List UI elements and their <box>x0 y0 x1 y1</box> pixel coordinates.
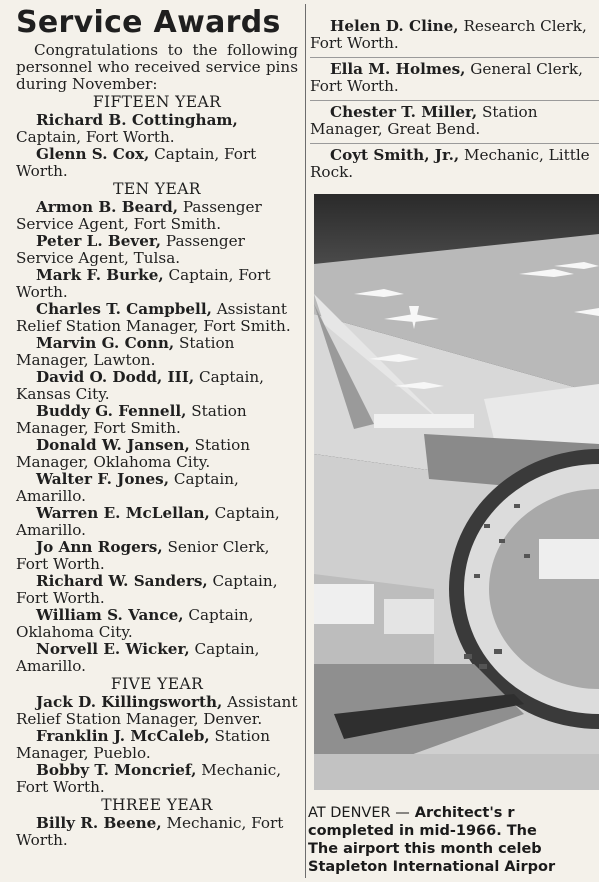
award-entry <box>16 641 298 675</box>
award-entry <box>310 104 599 137</box>
award-entry <box>16 199 298 233</box>
section-title: TEN YEAR <box>113 180 201 198</box>
recipient-name: Franklin J. McCaleb, <box>36 727 210 745</box>
recipient-detail: Mechanic, Fort Worth. <box>16 761 282 796</box>
award-entry <box>16 694 298 728</box>
recipient-detail: Captain, Amarillo. <box>16 470 239 505</box>
recipient-name: Mark F. Burke, <box>36 266 164 284</box>
recipient-name: Charles T. Campbell, <box>36 300 212 318</box>
recipient-name: Donald W. Jansen, <box>36 436 190 454</box>
award-entry <box>16 762 298 796</box>
award-entry <box>310 18 599 51</box>
continued-column <box>310 18 599 186</box>
airport-model-photo <box>314 194 599 790</box>
section-title: FIVE YEAR <box>110 675 204 693</box>
award-entry <box>16 728 298 762</box>
award-entry <box>16 607 298 641</box>
recipient-name: Norvell E. Wicker, <box>36 640 190 658</box>
caption-line-4: Stapleton International Airpor <box>308 859 556 875</box>
award-entry <box>16 505 298 539</box>
award-entry <box>16 112 298 146</box>
recipient-name: Glenn S. Cox, <box>36 145 150 163</box>
recipient-detail: Station Manager, Oklahoma City. <box>16 436 251 471</box>
award-entry <box>16 369 298 403</box>
article-intro: Congratulations to the following personnel who received service pins during November: <box>16 41 298 93</box>
recipient-name: Jack D. Killingsworth, <box>36 693 223 711</box>
recipient-detail: Captain, Oklahoma City. <box>16 606 254 641</box>
recipient-detail: Assistant Relief Station Manager, Fort Smith. <box>16 300 291 335</box>
section-title: THREE YEAR <box>101 796 213 814</box>
recipient-name: Ella M. Holmes, <box>330 60 466 78</box>
recipient-name: William S. Vance, <box>36 606 184 624</box>
section-title: FIFTEEN YEAR <box>92 93 222 111</box>
recipient-name: Marvin G. Conn, <box>36 334 175 352</box>
award-entry <box>16 335 298 369</box>
recipient-detail: Passenger Service Agent, Tulsa. <box>16 232 245 267</box>
recipient-detail: Captain, Fort Worth. <box>16 145 257 180</box>
award-entry <box>16 403 298 437</box>
recipient-detail: Station Manager, Great Bend. <box>310 103 538 138</box>
recipient-detail: Assistant Relief Station Manager, Denver. <box>16 693 298 728</box>
caption-line-3: The airport this month celeb <box>308 841 542 857</box>
award-entry <box>16 573 298 607</box>
award-entry <box>16 437 298 471</box>
recipient-detail: Captain, Fort Worth. <box>16 572 278 607</box>
recipient-name: Jo Ann Rogers, <box>36 538 163 556</box>
column-divider <box>305 4 306 878</box>
award-entry <box>16 539 298 573</box>
award-entry <box>16 233 298 267</box>
recipient-detail: Mechanic, Little Rock. <box>310 146 590 181</box>
recipient-name: Peter L. Bever, <box>36 232 162 250</box>
recipient-detail: Senior Clerk, Fort Worth. <box>16 538 270 573</box>
recipient-name: Warren E. McLellan, <box>36 504 210 522</box>
award-entry <box>16 301 298 335</box>
recipient-name: Helen D. Cline, <box>330 17 459 35</box>
award-entry <box>16 471 298 505</box>
recipient-detail: Captain, Kansas City. <box>16 368 264 403</box>
award-entry <box>16 146 298 180</box>
caption-line-2: completed in mid-1966. The <box>308 823 537 839</box>
entry-divider <box>310 143 599 144</box>
recipient-detail: Passenger Service Agent, Fort Smith. <box>16 198 262 233</box>
recipient-detail: Station Manager, Fort Smith. <box>16 402 247 437</box>
award-entry <box>310 147 599 180</box>
recipient-detail: Captain, Fort Worth. <box>16 266 271 301</box>
caption-lead: AT DENVER — <box>308 805 410 821</box>
recipient-name: Armon B. Beard, <box>36 198 178 216</box>
recipient-name: Richard B. Cottingham, <box>36 111 238 129</box>
recipient-name: Chester T. Miller, <box>330 103 478 121</box>
entry-divider <box>310 100 599 101</box>
recipient-detail: Mechanic, Fort Worth. <box>16 814 284 849</box>
recipient-detail: General Clerk, Fort Worth. <box>310 60 583 95</box>
recipient-name: Richard W. Sanders, <box>36 572 208 590</box>
recipient-name: Bobby T. Moncrief, <box>36 761 197 779</box>
entry-divider <box>310 57 599 58</box>
recipient-name: Buddy G. Fennell, <box>36 402 187 420</box>
recipient-detail: Station Manager, Lawton. <box>16 334 235 369</box>
recipient-detail: Research Clerk, Fort Worth. <box>310 17 587 52</box>
airport-model-illustration <box>314 194 599 790</box>
recipient-detail: Captain, Fort Worth. <box>16 128 175 146</box>
recipient-detail: Station Manager, Pueblo. <box>16 727 270 762</box>
recipient-name: Billy R. Beene, <box>36 814 162 832</box>
recipient-name: Walter F. Jones, <box>36 470 169 488</box>
award-entry <box>16 267 298 301</box>
award-entry <box>16 815 298 849</box>
photo-caption <box>308 804 599 876</box>
caption-line-1-text: Architect's r <box>414 805 515 821</box>
recipient-detail: Captain, Amarillo. <box>16 504 280 539</box>
recipient-name: David O. Dodd, III, <box>36 368 195 386</box>
service-awards-column <box>16 6 298 849</box>
article-heading: Service Awards <box>16 5 281 40</box>
award-entry <box>310 61 599 94</box>
recipient-name: Coyt Smith, Jr., <box>330 146 460 164</box>
recipient-detail: Captain, Amarillo. <box>16 640 260 675</box>
caption-line-1 <box>308 804 599 822</box>
